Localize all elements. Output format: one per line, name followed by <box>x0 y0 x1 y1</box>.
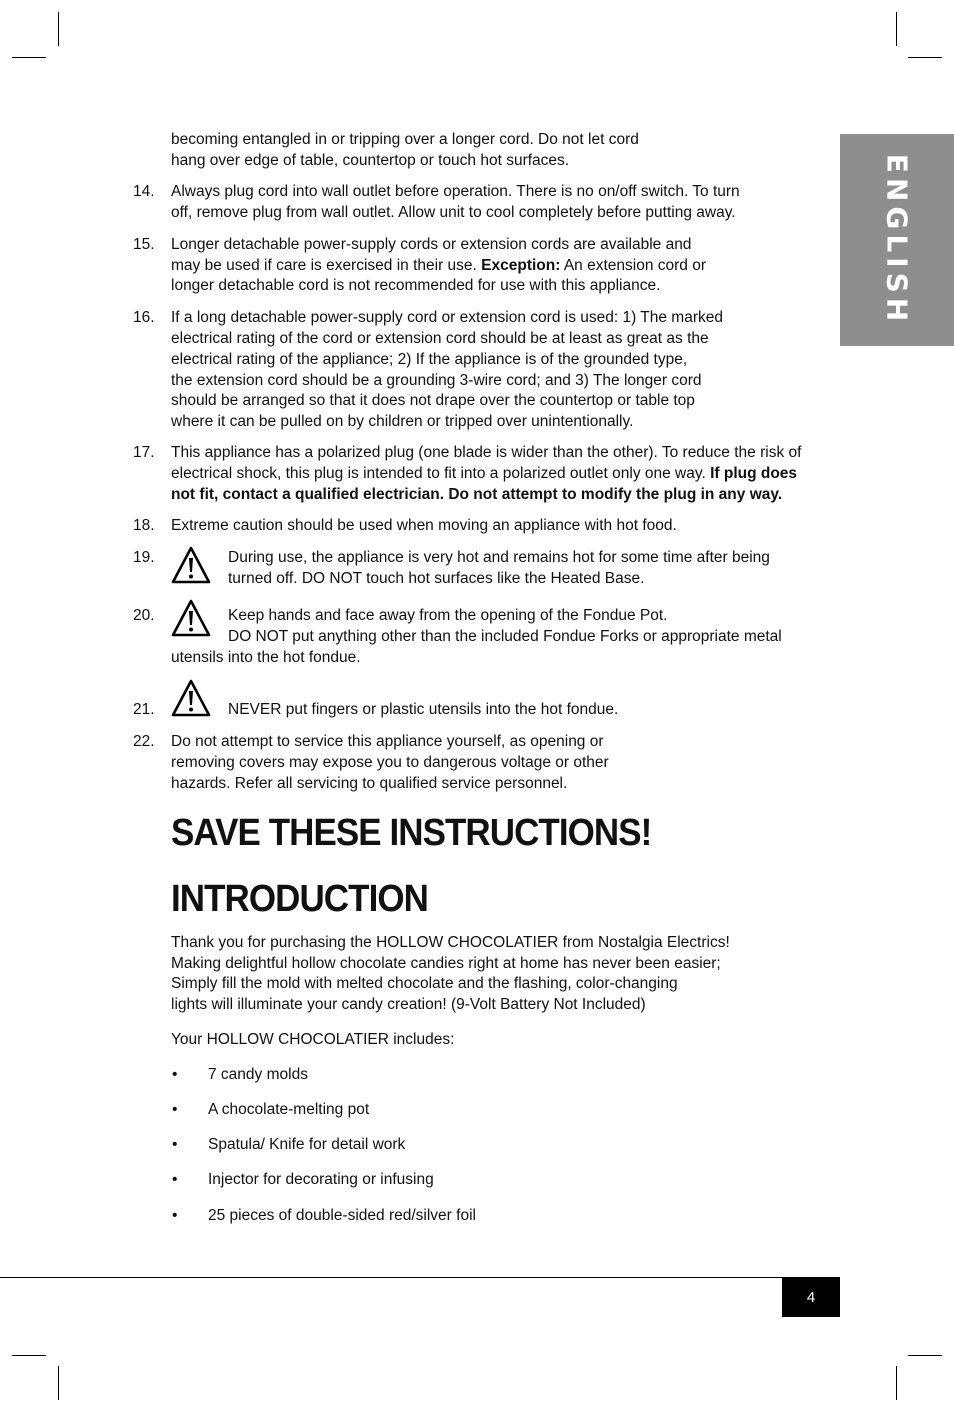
item-15-text: may be used if care is exercised in their use. <box>171 257 482 274</box>
crop-mark <box>12 57 46 58</box>
intro-paragraph-line: Simply fill the mold with melted chocolate and the flashing, color-changing <box>171 975 678 992</box>
bullet-icon: • <box>172 1207 178 1224</box>
item-22-line: Do not attempt to service this appliance yourself, as opening or <box>171 733 604 750</box>
language-tab <box>840 134 954 346</box>
item-number: 16. <box>133 309 155 326</box>
item-16-line: should be arranged so that it does not drape over the countertop or table top <box>171 392 695 409</box>
item-22-line: removing covers may expose you to dangerous voltage or other <box>171 754 609 771</box>
item-16-line: the extension cord should be a grounding 3-wire cord; and 3) The longer cord <box>171 372 702 389</box>
bullet-icon: • <box>172 1066 178 1083</box>
item-14-line: Always plug cord into wall outlet before operation. There is no on/off switch. To turn <box>171 183 740 200</box>
item-17-text: electrical shock, this plug is intended to fit into a polarized outlet only one way. <box>171 465 711 482</box>
item-19-line: turned off. DO NOT touch hot surfaces like the Heated Base. <box>228 570 645 587</box>
item-17-bold-text: If plug does <box>710 465 798 482</box>
crop-mark <box>58 12 59 46</box>
crop-mark <box>12 1355 46 1356</box>
item-16-line: electrical rating of the cord or extension cord should be at least as great as the <box>171 330 709 347</box>
bullet-icon: • <box>172 1171 178 1188</box>
item-22-line: hazards. Refer all servicing to qualified service personnel. <box>171 775 568 792</box>
language-tab-label: ENGLISH <box>880 153 914 327</box>
intro-paragraph-line: Making delightful hollow chocolate candies right at home has never been easier; <box>171 955 721 972</box>
list-item: Injector for decorating or infusing <box>208 1171 434 1188</box>
list-item: Spatula/ Knife for detail work <box>208 1136 406 1153</box>
item-15-line <box>171 256 706 277</box>
includes-label: Your HOLLOW CHOCOLATIER includes: <box>171 1031 455 1048</box>
item-15-line: longer detachable cord is not recommended for use with this appliance. <box>171 277 661 294</box>
warning-triangle-icon <box>171 678 211 718</box>
bullet-icon: • <box>172 1136 178 1153</box>
crop-mark <box>896 12 897 46</box>
crop-mark <box>896 1366 897 1400</box>
list-item: A chocolate-melting pot <box>208 1101 370 1118</box>
footer-rule <box>0 1277 840 1278</box>
item-number: 18. <box>133 517 155 534</box>
item-number: 22. <box>133 733 155 750</box>
item-number: 14. <box>133 183 155 200</box>
item-14-line: off, remove plug from wall outlet. Allow unit to cool completely before putting away. <box>171 204 736 221</box>
bullet-icon: • <box>172 1101 178 1118</box>
item-20-line: DO NOT put anything other than the included Fondue Forks or appropriate metal <box>228 628 782 645</box>
item-20-line: Keep hands and face away from the opening of the Fondue Pot. <box>228 607 668 624</box>
item-17-line <box>171 464 797 485</box>
item-15-text: An extension cord or <box>560 257 707 274</box>
list-item: 7 candy molds <box>208 1066 308 1083</box>
intro-paragraph-line: Thank you for purchasing the HOLLOW CHOCOLATIER from Nostalgia Electrics! <box>171 934 730 951</box>
crop-mark <box>908 1355 942 1356</box>
item-15-line: Longer detachable power-supply cords or extension cords are available and <box>171 236 692 253</box>
item-number: 15. <box>133 236 155 253</box>
list-continuation-line: hang over edge of table, countertop or touch hot surfaces. <box>171 152 570 169</box>
item-16-line: where it can be pulled on by children or tripped over unintentionally. <box>171 413 634 430</box>
item-number: 21. <box>133 701 155 718</box>
item-17-line <box>171 485 782 506</box>
crop-mark <box>58 1366 59 1400</box>
item-number: 20. <box>133 607 155 624</box>
item-18-line: Extreme caution should be used when moving an appliance with hot food. <box>171 517 677 534</box>
item-16-line: If a long detachable power-supply cord or extension cord is used: 1) The marked <box>171 309 723 326</box>
item-number: 19. <box>133 549 155 566</box>
item-number: 17. <box>133 444 155 461</box>
exception-label: Exception: <box>481 257 561 274</box>
item-16-line: electrical rating of the appliance; 2) If the appliance is of the grounded type, <box>171 351 688 368</box>
list-item: 25 pieces of double-sided red/silver foil <box>208 1207 476 1224</box>
item-21-line: NEVER put fingers or plastic utensils into the hot fondue. <box>228 701 619 718</box>
item-20-line: utensils into the hot fondue. <box>171 649 361 666</box>
warning-triangle-icon <box>171 598 211 638</box>
save-instructions-heading: SAVE THESE INSTRUCTIONS! <box>171 812 652 854</box>
item-17-bold-text: not fit, contact a qualified electrician. Do not attempt to modify the plug in any way. <box>171 486 783 503</box>
crop-mark <box>908 57 942 58</box>
item-19-line: During use, the appliance is very hot and remains hot for some time after being <box>228 549 770 566</box>
item-17-line: This appliance has a polarized plug (one blade is wider than the other). To reduce the risk of <box>171 444 802 461</box>
page-number-box <box>782 1278 840 1317</box>
intro-paragraph-line: lights will illuminate your candy creation! (9-Volt Battery Not Included) <box>171 996 646 1013</box>
warning-triangle-icon <box>171 545 211 585</box>
list-continuation-line: becoming entangled in or tripping over a longer cord. Do not let cord <box>171 131 639 148</box>
introduction-heading: INTRODUCTION <box>171 878 428 920</box>
page-number: 4 <box>806 1289 816 1306</box>
